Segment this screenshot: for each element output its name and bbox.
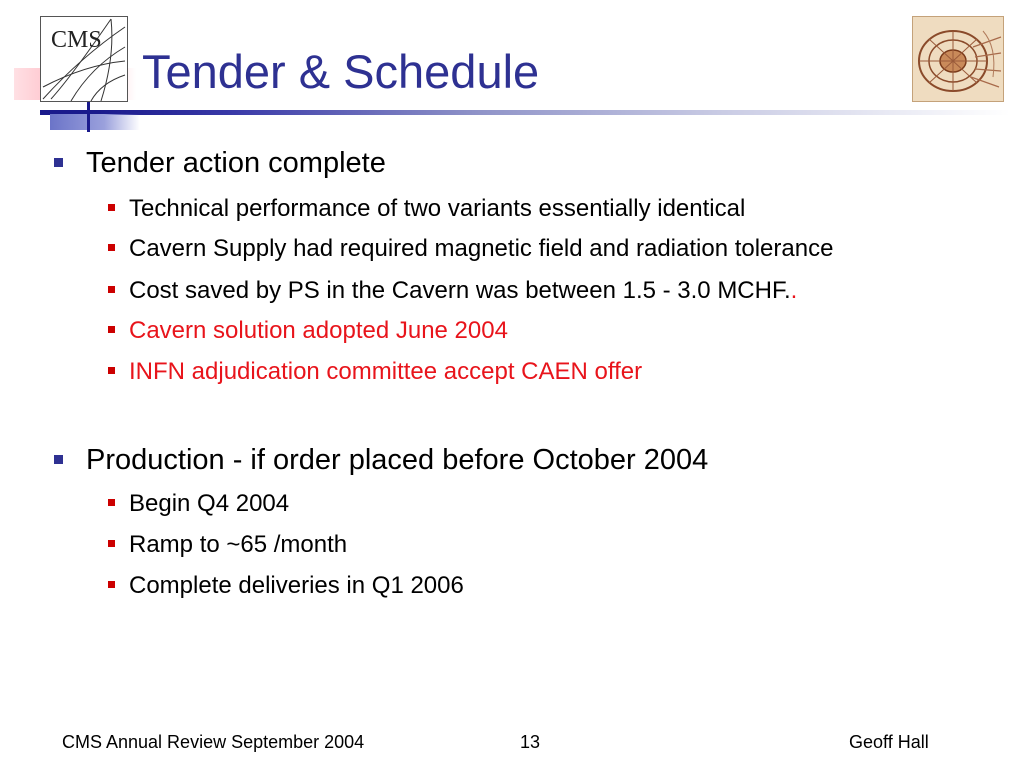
list-item-text: Technical performance of two variants essentially identical (129, 195, 746, 222)
bullet-square-icon (108, 204, 115, 211)
page-number: 13 (520, 732, 541, 752)
cms-logo-text: CMS (51, 27, 102, 53)
list-item-text: INFN adjudication committee accept CAEN offer (129, 358, 643, 385)
bullet-square-icon (108, 244, 115, 251)
list-item-text: Complete deliveries in Q1 2006 (129, 572, 464, 599)
footer-right: Geoff Hall (849, 732, 929, 752)
bullet-square-icon (108, 326, 115, 333)
bullet-square-icon (108, 540, 115, 547)
list-item-main-text: Cost saved by PS in the Cavern was between 1.5 - 3.0 MCHF. (129, 277, 791, 304)
section-heading-text: Production - if order placed before October 2004 (86, 444, 709, 476)
list-item-text: Cavern Supply had required magnetic field and radiation tolerance (129, 235, 834, 262)
list-item-text: Begin Q4 2004 (129, 490, 290, 517)
bullet-square-icon (108, 581, 115, 588)
section-heading-text: Tender action complete (86, 147, 386, 179)
bullet-square-icon (54, 455, 63, 464)
bullet-square-icon (54, 158, 63, 167)
bullet-square-icon (108, 367, 115, 374)
slide-title: Tender & Schedule (142, 45, 540, 98)
footer-left: CMS Annual Review September 2004 (62, 732, 365, 752)
list-item-text: Cavern solution adopted June 2004 (129, 317, 508, 344)
bullet-square-icon (108, 499, 115, 506)
list-item-text (129, 276, 797, 306)
bullet-square-icon (108, 286, 115, 293)
list-item-text: Ramp to ~65 /month (129, 531, 348, 558)
list-item-red-suffix: . (790, 277, 798, 304)
